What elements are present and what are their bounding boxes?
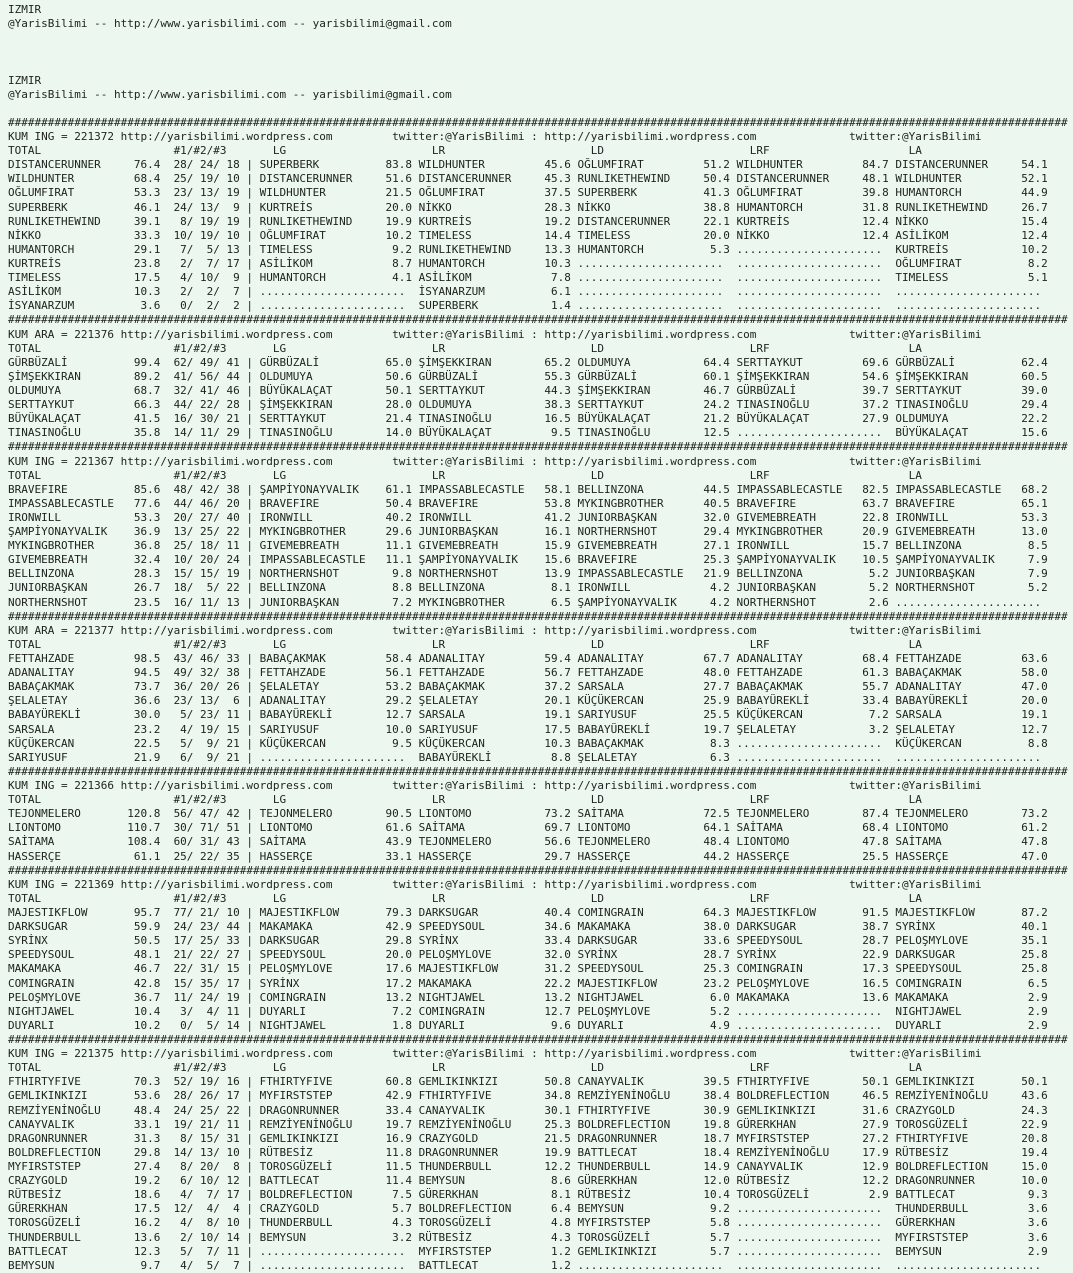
horse-row: MYFIRSTSTEP 27.4 8/ 20/ 8 | TOROSGÜZELİ 11.5 THUNDERBULL 12.2 THUNDERBULL 14.9 CANAYVALIK 12.9 BOLDREFLECTION 15.0 [8,1159,1055,1173]
horse-row: RUNLIKETHEWIND 39.1 8/ 19/ 19 | RUNLIKETHEWIND 19.9 KURTREİS 19.2 DISTANCERUNNER 22.1 KURTREİS 12.4 NİKKO 15.4 [8,214,1055,228]
horse-row: DARKSUGAR 59.9 24/ 23/ 44 | MAKAMAKA 42.9 SPEEDYSOUL 34.6 MAKAMAKA 38.0 DARKSUGAR 38.7 SYRİNX 40.1 [8,920,1055,934]
horse-row: JUNIORBAŞKAN 26.7 18/ 5/ 22 | BELLINZONA 8.8 BELLINZONA 8.1 IRONWILL 4.2 JUNIORBAŞKAN 5.2 NORTHERNSHOT 5.2 [8,581,1055,595]
horse-row: GÜRERKHAN 17.5 12/ 4/ 4 | CRAZYGOLD 5.7 BOLDREFLECTION 6.4 BEMYSUN 9.2 ...................... THUNDERBULL 3.6 [8,1202,1055,1216]
column-header-line: TOTAL #1/#2/#3 LG LR LD LRF LA [8,891,922,905]
horse-row: PELOŞMYLOVE 36.7 11/ 24/ 19 | COMINGRAIN 13.2 NIGHTJAWEL 13.2 NIGHTJAWEL 6.0 MAKAMAKA 13.6 MAKAMAKA 2.9 [8,990,1055,1004]
horse-row: KURTREİS 23.8 2/ 7/ 17 | ASİLİKOM 8.7 HUMANTORCH 10.3 ...................... ...................... OĞLUMFIRAT 8.2 [8,256,1055,270]
horse-row: ADANALITAY 94.5 49/ 32/ 38 | FETTAHZADE 56.1 FETTAHZADE 56.7 FETTAHZADE 48.0 FETTAHZADE 61.3 BABAÇAKMAK 58.0 [8,666,1055,680]
horse-row: GIVEMEBREATH 32.4 10/ 20/ 24 | IMPASSABLECASTLE 11.1 ŞAMPİYONAYVALIK 15.6 BRAVEFIRE 25.3 ŞAMPİYONAYVALIK 10.5 ŞAMPİYONAYVALIK 7.9 [8,553,1055,567]
horse-row: BABAÇAKMAK 73.7 36/ 20/ 26 | ŞELALETAY 53.2 BABAÇAKMAK 37.2 SARSALA 27.7 BABAÇAKMAK 55.7 ADANALITAY 47.0 [8,680,1055,694]
horse-row: BOLDREFLECTION 29.8 14/ 13/ 10 | RÜTBESİZ 11.8 DRAGONRUNNER 19.9 BATTLECAT 18.4 REMZİYENİNOĞLU 17.9 RÜTBESİZ 19.4 [8,1145,1055,1159]
horse-row: ŞİMŞEKKIRAN 89.2 41/ 56/ 44 | OLDUMUYA 50.6 GÜRBÜZALİ 55.3 GÜRBÜZALİ 60.1 ŞİMŞEKKIRAN 54.6 ŞİMŞEKKIRAN 60.5 [8,369,1055,383]
horse-row: BABAYÜREKLİ 30.0 5/ 23/ 11 | BABAYÜREKLİ 12.7 SARSALA 19.1 SARIYUSUF 25.5 KÜÇÜKERCAN 7.2 SARSALA 19.1 [8,708,1055,722]
horse-row: OĞLUMFIRAT 53.3 23/ 13/ 19 | WILDHUNTER 21.5 OĞLUMFIRAT 37.5 SUPERBERK 41.3 OĞLUMFIRAT 39.8 HUMANTORCH 44.9 [8,186,1055,200]
column-header-line: TOTAL #1/#2/#3 LG LR LD LRF LA [8,468,922,482]
block-title-line: KUM ING = 221372 http://yarisbilimi.wordpress.com twitter:@YarisBilimi : http://yarisbilimi.wordpress.com twitter:@YarisBilimi [8,129,982,143]
horse-row: CANAYVALIK 33.1 19/ 21/ 11 | REMZİYENİNOĞLU 19.7 REMZİYENİNOĞLU 25.3 BOLDREFLECTION 19.8 GÜRERKHAN 27.9 TOROSGÜZELİ 22.9 [8,1117,1055,1131]
column-header-line: TOTAL #1/#2/#3 LG LR LD LRF LA [8,637,922,651]
horse-row: SERTTAYKUT 66.3 44/ 22/ 28 | ŞİMŞEKKIRAN 28.0 OLDUMUYA 38.3 SERTTAYKUT 24.2 TINASINOĞLU 37.2 TINASINOĞLU 29.4 [8,398,1055,412]
block-title-line: KUM ARA = 221377 http://yarisbilimi.wordpress.com twitter:@YarisBilimi : http://yarisbilimi.wordpress.com twitter:@YarisBilimi [8,623,982,637]
horse-row: SAİTAMA 108.4 60/ 31/ 43 | SAİTAMA 43.9 TEJONMELERO 56.6 TEJONMELERO 48.4 LIONTOMO 47.8 SAİTAMA 47.8 [8,835,1055,849]
separator-line: ################################################################################################################################################################ [8,313,1068,327]
horse-row: BRAVEFIRE 85.6 48/ 42/ 38 | ŞAMPİYONAYVALIK 61.1 IMPASSABLECASTLE 58.1 BELLINZONA 44.5 IMPASSABLECASTLE 82.5 IMPASSABLECASTLE 68.2 [8,482,1055,496]
horse-row: MAKAMAKA 46.7 22/ 31/ 15 | PELOŞMYLOVE 17.6 MAJESTIKFLOW 31.2 SPEEDYSOUL 25.3 COMINGRAIN 17.3 SPEEDYSOUL 25.8 [8,962,1055,976]
blank-line [8,102,1073,116]
contact-line: @YarisBilimi -- http://www.yarisbilimi.com -- yarisbilimi@gmail.com [8,17,452,31]
horse-row: TIMELESS 17.5 4/ 10/ 9 | HUMANTORCH 4.1 ASİLİKOM 7.8 ...................... ...................... TIMELESS 5.1 [8,271,1055,285]
horse-row: TOROSGÜZELİ 16.2 4/ 8/ 10 | THUNDERBULL 4.3 TOROSGÜZELİ 4.8 MYFIRSTSTEP 5.8 ...................... GÜRERKHAN 3.6 [8,1216,1055,1230]
horse-row: SPEEDYSOUL 48.1 21/ 22/ 27 | SPEEDYSOUL 20.0 PELOŞMYLOVE 32.0 SYRİNX 28.7 SYRİNX 22.9 DARKSUGAR 25.8 [8,948,1055,962]
horse-row: SYRİNX 50.5 17/ 25/ 33 | DARKSUGAR 29.8 SYRİNX 33.4 DARKSUGAR 33.6 SPEEDYSOUL 28.7 PELOŞMYLOVE 35.1 [8,934,1055,948]
horse-row: COMINGRAIN 42.8 15/ 35/ 17 | SYRİNX 17.2 MAKAMAKA 22.2 MAJESTIKFLOW 23.2 PELOŞMYLOVE 16.5 COMINGRAIN 6.5 [8,976,1055,990]
horse-row: SARSALA 23.2 4/ 19/ 15 | SARIYUSUF 10.0 SARIYUSUF 17.5 BABAYÜREKLİ 19.7 ŞELALETAY 3.2 ŞELALETAY 12.7 [8,722,1055,736]
blank-line [8,45,1073,59]
horse-row: TEJONMELERO 120.8 56/ 47/ 42 | TEJONMELERO 90.5 LIONTOMO 73.2 SAİTAMA 72.5 TEJONMELERO 87.4 TEJONMELERO 73.2 [8,807,1055,821]
blank-line [8,31,1073,45]
horse-row: MYKINGBROTHER 36.8 25/ 18/ 11 | GIVEMEBREATH 11.1 GIVEMEBREATH 15.9 GIVEMEBREATH 27.1 IRONWILL 15.7 BELLINZONA 8.5 [8,539,1055,553]
block-title-line: KUM ARA = 221376 http://yarisbilimi.wordpress.com twitter:@YarisBilimi : http://yarisbilimi.wordpress.com twitter:@YarisBilimi [8,327,982,341]
horse-row: SUPERBERK 46.1 24/ 13/ 9 | KURTREİS 20.0 NİKKO 28.3 NİKKO 38.8 HUMANTORCH 31.8 RUNLIKETHEWIND 26.7 [8,200,1055,214]
horse-row: DUYARLI 10.2 0/ 5/ 14 | NIGHTJAWEL 1.8 DUYARLI 9.6 DUYARLI 4.9 ...................... DUYARLI 2.9 [8,1018,1055,1032]
horse-row: THUNDERBULL 13.6 2/ 10/ 14 | BEMYSUN 3.2 RÜTBESİZ 4.3 TOROSGÜZELİ 5.7 ...................... MYFIRSTSTEP 3.6 [8,1230,1055,1244]
horse-row: LIONTOMO 110.7 30/ 71/ 51 | LIONTOMO 61.6 SAİTAMA 69.7 LIONTOMO 64.1 SAİTAMA 68.4 LIONTOMO 61.2 [8,821,1055,835]
horse-row: ŞAMPİYONAYVALIK 36.9 13/ 25/ 22 | MYKINGBROTHER 29.6 JUNIORBAŞKAN 16.1 NORTHERNSHOT 29.4 MYKINGBROTHER 20.9 GIVEMEBREATH 13.0 [8,525,1055,539]
city-line: IZMIR [8,73,42,87]
separator-line: ################################################################################################################################################################ [8,440,1068,454]
column-header-line: TOTAL #1/#2/#3 LG LR LD LRF LA [8,1061,922,1075]
contact-line: @YarisBilimi -- http://www.yarisbilimi.com -- yarisbilimi@gmail.com [8,87,452,101]
horse-row: HUMANTORCH 29.1 7/ 5/ 13 | TIMELESS 9.2 RUNLIKETHEWIND 13.3 HUMANTORCH 5.3 ...................... KURTREİS 10.2 [8,242,1055,256]
horse-row: GÜRBÜZALİ 99.4 62/ 49/ 41 | GÜRBÜZALİ 65.0 ŞİMŞEKKIRAN 65.2 OLDUMUYA 64.4 SERTTAYKUT 69.6 GÜRBÜZALİ 62.4 [8,355,1055,369]
horse-row: BEMYSUN 9.7 4/ 5/ 7 | ...................... BATTLECAT 1.2 ...................... ...................... ...................... [8,1258,1055,1272]
horse-row: ASİLİKOM 10.3 2/ 2/ 7 | ...................... İSYANARZUM 6.1 ...................... ...................... ...................... [8,285,1055,299]
race-blocks [8,116,1073,1273]
separator-line: ################################################################################################################################################################ [8,863,1068,877]
horse-row: ŞELALETAY 36.6 23/ 13/ 6 | ADANALITAY 29.2 ŞELALETAY 20.1 KÜÇÜKERCAN 25.9 BABAYÜREKLİ 33.4 BABAYÜREKLİ 20.0 [8,694,1055,708]
separator-line: ################################################################################################################################################################ [8,1032,1068,1046]
block-title-line: KUM ING = 221369 http://yarisbilimi.wordpress.com twitter:@YarisBilimi : http://yarisbilimi.wordpress.com twitter:@YarisBilimi [8,877,982,891]
horse-row: TINASINOĞLU 35.8 14/ 11/ 29 | TINASINOĞLU 14.0 BÜYÜKALAÇAT 9.5 TINASINOĞLU 12.5 ...................... BÜYÜKALAÇAT 15.6 [8,426,1055,440]
horse-row: IRONWILL 53.3 20/ 27/ 40 | IRONWILL 40.2 IRONWILL 41.2 JUNIORBAŞKAN 32.0 GIVEMEBREATH 22.8 IRONWILL 53.3 [8,510,1055,524]
block-title-line: KUM ING = 221366 http://yarisbilimi.wordpress.com twitter:@YarisBilimi : http://yarisbilimi.wordpress.com twitter:@YarisBilimi [8,779,982,793]
horse-row: IMPASSABLECASTLE 77.6 44/ 46/ 20 | BRAVEFIRE 50.4 BRAVEFIRE 53.8 MYKINGBROTHER 40.5 BRAVEFIRE 63.7 BRAVEFIRE 65.1 [8,496,1055,510]
horse-row: CRAZYGOLD 19.2 6/ 10/ 12 | BATTLECAT 11.4 BEMYSUN 8.6 GÜRERKHAN 12.0 RÜTBESİZ 12.2 DRAGONRUNNER 10.0 [8,1174,1055,1188]
horse-row: FTHIRTYFIVE 70.3 52/ 19/ 16 | FTHIRTYFIVE 60.8 GEMLIKINKIZI 50.8 CANAYVALIK 39.5 FTHIRTYFIVE 50.1 GEMLIKINKIZI 50.1 [8,1075,1055,1089]
separator-line: ################################################################################################################################################################ [8,764,1068,778]
horse-row: BÜYÜKALAÇAT 41.5 16/ 30/ 21 | SERTTAYKUT 21.4 TINASINOĞLU 16.5 BÜYÜKALAÇAT 21.2 BÜYÜKALAÇAT 27.9 OLDUMUYA 22.2 [8,412,1055,426]
horse-row: REMZİYENİNOĞLU 48.4 24/ 25/ 22 | DRAGONRUNNER 33.4 CANAYVALIK 30.1 FTHIRTYFIVE 30.9 GEMLIKINKIZI 31.6 CRAZYGOLD 24.3 [8,1103,1055,1117]
horse-row: BELLINZONA 28.3 15/ 15/ 19 | NORTHERNSHOT 9.8 NORTHERNSHOT 13.9 IMPASSABLECASTLE 21.9 BELLINZONA 5.2 JUNIORBAŞKAN 7.9 [8,567,1055,581]
column-header-line: TOTAL #1/#2/#3 LG LR LD LRF LA [8,144,922,158]
horse-row: GEMLIKINKIZI 53.6 28/ 26/ 17 | MYFIRSTSTEP 42.9 FTHIRTYFIVE 34.8 REMZİYENİNOĞLU 38.4 BOLDREFLECTION 46.5 REMZİYENİNOĞLU 43.6 [8,1089,1055,1103]
city-line: IZMIR [8,3,42,16]
horse-row: WILDHUNTER 68.4 25/ 19/ 10 | DISTANCERUNNER 51.6 DISTANCERUNNER 45.3 RUNLIKETHEWIND 50.4 DISTANCERUNNER 48.1 WILDHUNTER 52.1 [8,172,1055,186]
horse-row: KÜÇÜKERCAN 22.5 5/ 9/ 21 | KÜÇÜKERCAN 9.5 KÜÇÜKERCAN 10.3 BABAÇAKMAK 8.3 ...................... KÜÇÜKERCAN 8.8 [8,736,1055,750]
horse-row: DISTANCERUNNER 76.4 28/ 24/ 18 | SUPERBERK 83.8 WILDHUNTER 45.6 OĞLUMFIRAT 51.2 WILDHUNTER 84.7 DISTANCERUNNER 54.1 [8,158,1055,172]
block-title-line: KUM ING = 221375 http://yarisbilimi.wordpress.com twitter:@YarisBilimi : http://yarisbilimi.wordpress.com twitter:@YarisBilimi [8,1047,982,1061]
column-header-line: TOTAL #1/#2/#3 LG LR LD LRF LA [8,341,922,355]
horse-row: HASSERÇE 61.1 25/ 22/ 35 | HASSERÇE 33.1 HASSERÇE 29.7 HASSERÇE 44.2 HASSERÇE 25.5 HASSERÇE 47.0 [8,849,1055,863]
horse-row: SARIYUSUF 21.9 6/ 9/ 21 | ...................... BABAYÜREKLİ 8.8 ŞELALETAY 6.3 ...................... ...................... [8,750,1055,764]
horse-row: NORTHERNSHOT 23.5 16/ 11/ 13 | JUNIORBAŞKAN 7.2 MYKINGBROTHER 6.5 ŞAMPİYONAYVALIK 4.2 NORTHERNSHOT 2.6 ...................... [8,595,1055,609]
column-header-line: TOTAL #1/#2/#3 LG LR LD LRF LA [8,793,922,807]
horse-row: BATTLECAT 12.3 5/ 7/ 11 | ...................... MYFIRSTSTEP 1.2 GEMLIKINKIZI 5.7 ...................... BEMYSUN 2.9 [8,1244,1055,1258]
horse-row: İSYANARZUM 3.6 0/ 2/ 2 | ...................... SUPERBERK 1.4 ...................... ...................... ...................... [8,299,1055,313]
horse-row: MAJESTIKFLOW 95.7 77/ 21/ 10 | MAJESTIKFLOW 79.3 DARKSUGAR 40.4 COMINGRAIN 64.3 MAJESTIKFLOW 91.5 MAJESTIKFLOW 87.2 [8,906,1055,919]
blank-line [8,59,1073,73]
horse-row: NIGHTJAWEL 10.4 3/ 4/ 11 | DUYARLI 7.2 COMINGRAIN 12.7 PELOŞMYLOVE 5.2 ...................... NIGHTJAWEL 2.9 [8,1004,1055,1018]
horse-row: NİKKO 33.3 10/ 19/ 10 | OĞLUMFIRAT 10.2 TIMELESS 14.4 TIMELESS 20.0 NİKKO 12.4 ASİLİKOM 12.4 [8,228,1055,242]
horse-row: DRAGONRUNNER 31.3 8/ 15/ 31 | GEMLIKINKIZI 16.9 CRAZYGOLD 21.5 DRAGONRUNNER 18.7 MYFIRSTSTEP 27.2 FTHIRTYFIVE 20.8 [8,1131,1055,1145]
horse-row: OLDUMUYA 68.7 32/ 41/ 46 | BÜYÜKALAÇAT 50.1 SERTTAYKUT 44.3 ŞİMŞEKKIRAN 46.7 GÜRBÜZALİ 39.7 SERTTAYKUT 39.0 [8,383,1055,397]
separator-line: ################################################################################################################################################################ [8,609,1068,623]
block-title-line: KUM ING = 221367 http://yarisbilimi.wordpress.com twitter:@YarisBilimi : http://yarisbilimi.wordpress.com twitter:@YarisBilimi [8,454,982,468]
horse-row: FETTAHZADE 98.5 43/ 46/ 33 | BABAÇAKMAK 58.4 ADANALITAY 59.4 ADANALITAY 67.7 ADANALITAY 68.4 FETTAHZADE 63.6 [8,652,1055,666]
separator-line: ################################################################################################################################################################ [8,115,1068,129]
horse-row: RÜTBESİZ 18.6 4/ 7/ 17 | BOLDREFLECTION 7.5 GÜRERKHAN 8.1 RÜTBESİZ 10.4 TOROSGÜZELİ 2.9 BATTLECAT 9.3 [8,1188,1055,1202]
